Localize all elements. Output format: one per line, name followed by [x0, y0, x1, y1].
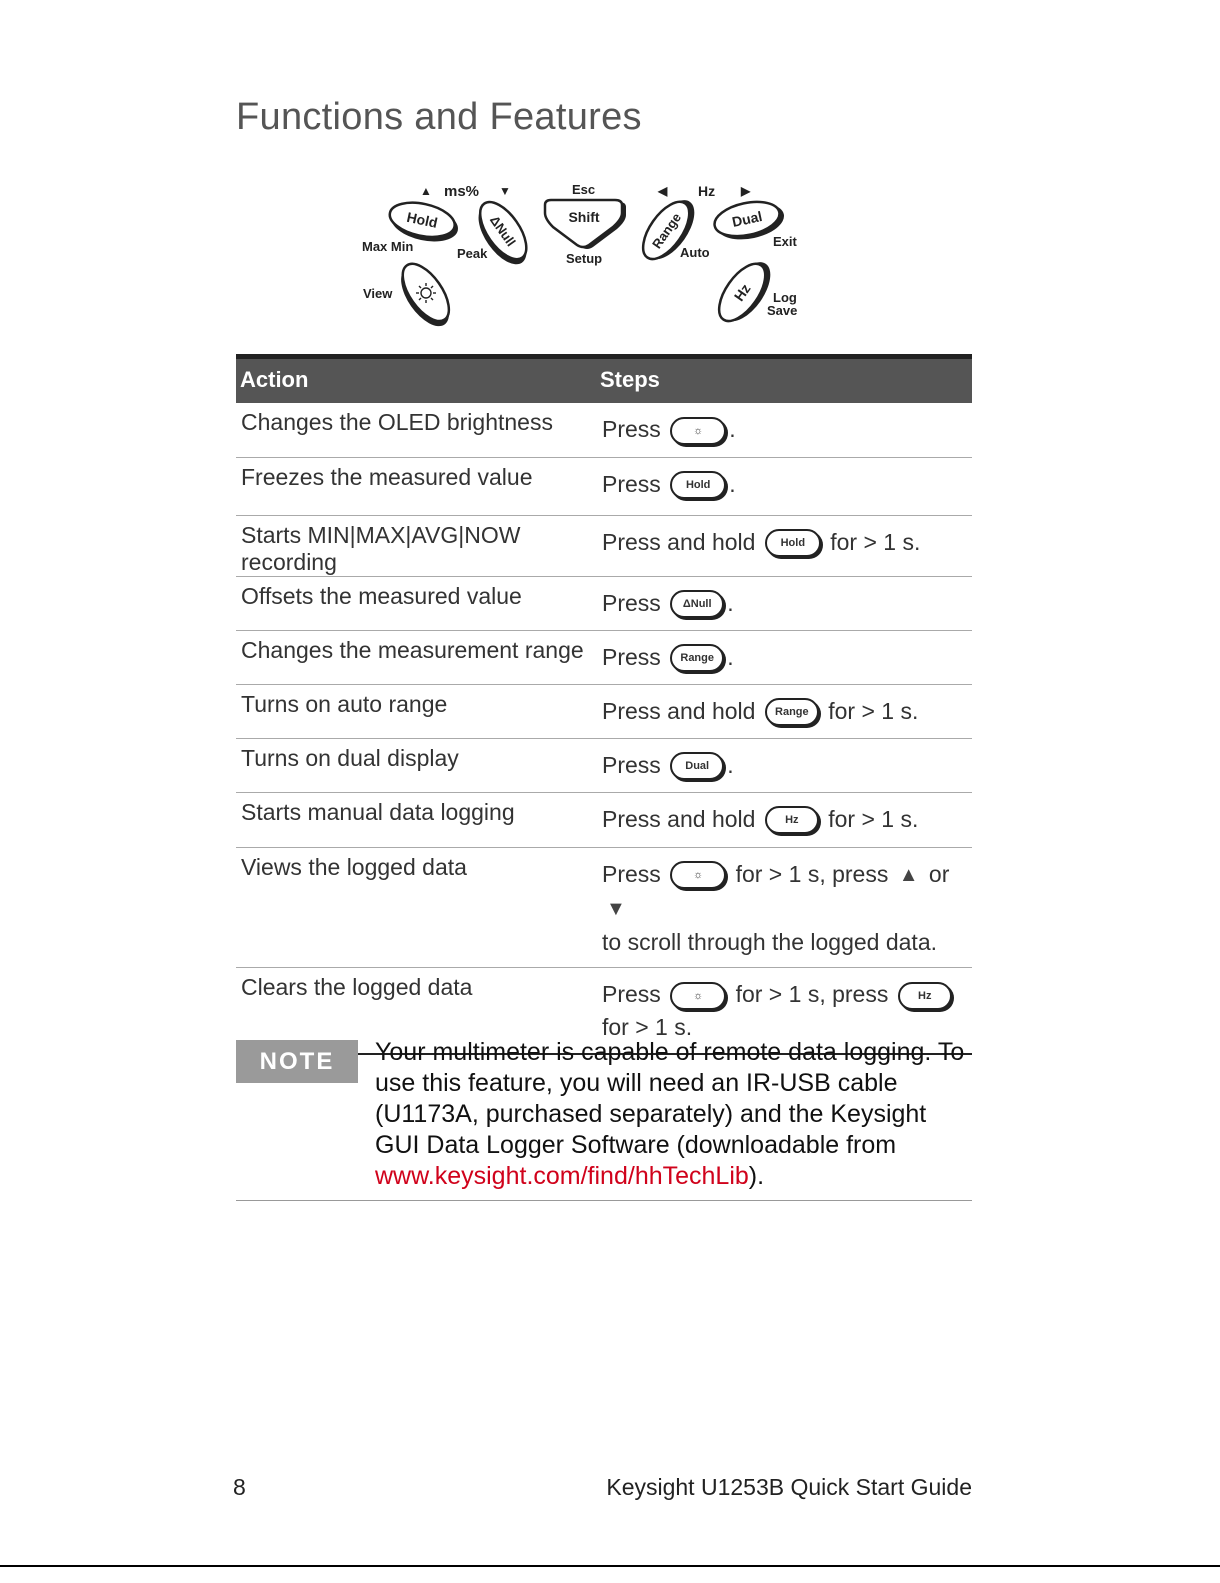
hold-key-label: Hold — [405, 208, 440, 231]
bottom-rule — [0, 1565, 1220, 1567]
hz-key — [710, 253, 780, 331]
table-row — [236, 738, 972, 792]
page-number: 8 — [233, 1474, 246, 1500]
setup-label: Setup — [566, 251, 603, 266]
left-arrow-icon: ◀ — [658, 184, 668, 198]
row-action: Changes the OLED brightness — [236, 403, 596, 457]
row-action: Views the logged data — [236, 847, 596, 968]
row-action: Turns on auto range — [236, 684, 596, 738]
row-action: Starts manual data logging — [236, 792, 596, 847]
step-word: Press — [602, 643, 661, 670]
row-action: Turns on dual display — [236, 738, 596, 792]
row-action: Starts MIN|MAX|AVG|NOW recording — [236, 515, 596, 576]
table-row — [236, 847, 972, 968]
sun-key-icon: ☼ — [670, 982, 726, 1010]
step-word: Press — [602, 860, 661, 887]
step-word: Press and hold — [602, 697, 756, 724]
dual-key-label: Dual — [730, 208, 764, 230]
table-header-row — [236, 357, 972, 404]
step-punct: . — [727, 751, 734, 778]
row-steps — [596, 403, 972, 457]
up-arrow-icon: ▲ — [898, 863, 919, 886]
hz-key-label: Hz — [730, 280, 754, 305]
down-arrow-icon: ▼ — [606, 898, 626, 921]
row-steps — [596, 515, 972, 576]
up-arrow-icon: ▲ — [420, 184, 432, 198]
shift-key — [545, 200, 626, 249]
range-key-icon: Range — [670, 644, 724, 672]
step-punct: . — [727, 589, 734, 616]
row-action: Clears the logged data — [236, 968, 596, 1054]
guide-title: Keysight U1253B Quick Start Guide — [606, 1474, 972, 1500]
row-action: Changes the measurement range — [236, 630, 596, 684]
range-key-icon: Range — [765, 698, 819, 726]
step-duration: for > 1 s. — [828, 697, 919, 724]
table-row — [236, 515, 972, 576]
row-steps — [596, 738, 972, 792]
step-duration: for > 1 s. — [602, 1014, 693, 1041]
row-steps — [596, 684, 972, 738]
null-key-icon: ΔNull — [670, 590, 724, 618]
functions-table — [236, 354, 972, 1055]
sun-key-icon: ☼ — [670, 417, 726, 445]
note-badge: NOTE — [236, 1040, 358, 1083]
peak-label: Peak — [457, 246, 488, 261]
step-punct: . — [729, 416, 736, 442]
page-title: Functions and Features — [236, 96, 642, 138]
table-row — [236, 576, 972, 630]
note-body: Your multimeter is capable of remote data logging. To use this feature, you will need an IR-USB cable (U1173A, purchased separately) and the Keysight GUI Data Logger Software (downloadable from — [375, 1038, 965, 1159]
step-duration: for > 1 s, press — [735, 860, 889, 887]
row-steps — [596, 792, 972, 847]
max-min-label: Max Min — [362, 239, 414, 254]
functions-table-container — [236, 354, 972, 1055]
hz-top-label: Hz — [698, 183, 716, 199]
right-arrow-icon: ▶ — [741, 184, 751, 198]
view-label: View — [363, 286, 393, 301]
step-word: Press — [602, 470, 661, 497]
row-action: Offsets the measured value — [236, 576, 596, 630]
null-key-label: ΔNull — [486, 212, 519, 250]
esc-label: Esc — [572, 182, 596, 197]
step-word: Press — [602, 416, 661, 442]
step-word: Press — [602, 589, 661, 616]
step-word: or — [928, 860, 950, 887]
step-punct: . — [727, 643, 734, 670]
step-duration: for > 1 s. — [828, 805, 919, 832]
row-action: Freezes the measured value — [236, 457, 596, 515]
step-word: Press — [602, 981, 661, 1008]
note-text — [375, 1037, 975, 1192]
row-steps — [596, 630, 972, 684]
table-row — [236, 792, 972, 847]
dual-key-icon: Dual — [670, 752, 724, 780]
row-steps — [596, 576, 972, 630]
keysight-link[interactable]: www.keysight.com/find/hhTechLib — [375, 1162, 749, 1190]
hold-key-icon: Hold — [765, 529, 821, 557]
table-row — [236, 403, 972, 457]
log-label: Log — [773, 290, 797, 305]
step-word: to scroll through the logged data. — [602, 929, 938, 956]
row-steps — [596, 847, 972, 968]
table-row — [236, 630, 972, 684]
table-row — [236, 457, 972, 515]
hold-key-icon: Hold — [670, 471, 726, 499]
auto-label: Auto — [680, 245, 710, 260]
table-row — [236, 684, 972, 738]
down-arrow-icon: ▼ — [499, 184, 511, 198]
step-word: Press — [602, 751, 661, 778]
sun-key-icon: ☼ — [670, 861, 726, 889]
row-steps — [596, 457, 972, 515]
step-word: Press and hold — [602, 805, 756, 832]
step-word: Press and hold — [602, 528, 756, 555]
hz-key-icon: Hz — [765, 806, 819, 834]
step-duration: for > 1 s. — [830, 528, 921, 555]
note-box — [236, 1037, 972, 1201]
header-steps: Steps — [596, 357, 972, 404]
ms-percent-label: ms% — [444, 183, 480, 200]
step-duration: for > 1 s, press — [735, 981, 889, 1008]
shift-key-label: Shift — [568, 209, 600, 225]
header-action: Action — [236, 357, 596, 404]
exit-label: Exit — [773, 234, 797, 249]
view-key — [391, 256, 461, 334]
note-suffix: ). — [748, 1162, 765, 1190]
hz-key-icon: Hz — [898, 982, 952, 1010]
save-label: Save — [767, 303, 798, 318]
keypad-diagram — [355, 175, 825, 335]
step-punct: . — [729, 470, 736, 497]
range-key-label: Range — [649, 210, 685, 252]
